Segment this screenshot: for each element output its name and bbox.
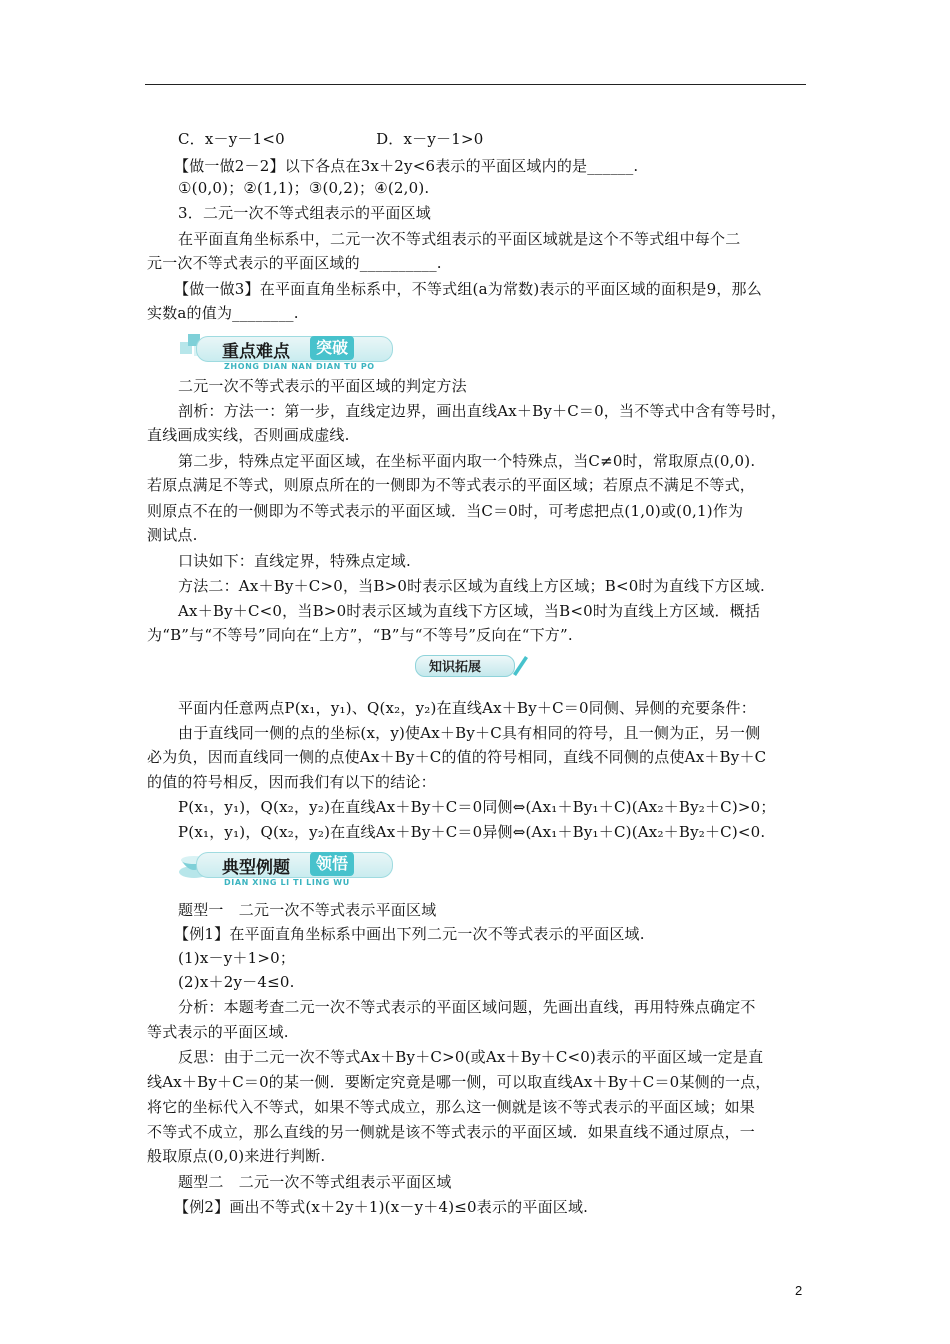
text-line: 元一次不等式表示的平面区域的__________.	[147, 254, 442, 272]
text-line: 般取原点(0,0)来进行判断.	[147, 1147, 326, 1165]
text-line: 直线画成实线，否则画成虚线.	[147, 426, 350, 444]
text-line: 3．二元一次不等式组表示的平面区域	[178, 204, 431, 222]
banner-title: 典型例题	[222, 858, 290, 878]
text-line: 在平面直角坐标系中，二元一次不等式组表示的平面区域就是这个不等式组中每个二	[178, 230, 741, 248]
text-line: P(x₁，y₁)，Q(x₂，y₂)在直线Ax＋By＋C＝0异侧⇔(Ax₁＋By₁＋C)(Ax₂＋By₂＋C)<0.	[178, 823, 766, 841]
text-line: 测试点.	[147, 526, 198, 544]
page-number: 2	[795, 1283, 803, 1298]
text-line: 方法二：Ax＋By＋C>0，当B>0时表示区域为直线上方区域；B<0时为直线下方区域.	[178, 577, 766, 595]
text-line: 【例1】在平面直角坐标系中画出下列二元一次不等式表示的平面区域.	[174, 925, 645, 943]
text-line: 若原点满足不等式，则原点所在的一侧即为不等式表示的平面区域；若原点不满足不等式，	[147, 476, 756, 494]
text-line: 题型一 二元一次不等式表示平面区域	[178, 901, 437, 919]
text-line: ①(0,0)；②(1,1)；③(0,2)；④(2,0).	[178, 179, 430, 197]
text-line: 口诀如下：直线定界，特殊点定域.	[178, 552, 411, 570]
text-line: 实数a的值为________.	[147, 304, 299, 322]
text-line: 【做一做2－2】以下各点在3x＋2y<6表示的平面区域内的是______.	[174, 157, 639, 175]
text-line: Ax＋By＋C<0，当B>0时表示区域为直线下方区域，当B<0时为直线上方区域．概括	[178, 602, 761, 620]
text-line: 由于直线同一侧的点的坐标(x，y)使Ax＋By＋C具有相同的符号，且一侧为正，另一侧	[178, 724, 761, 742]
text-line: 反思：由于二元一次不等式Ax＋By＋C>0(或Ax＋By＋C<0)表示的平面区域一定是直	[178, 1048, 764, 1066]
text-line: 分析：本题考查二元一次不等式表示的平面区域问题，先画出直线，再用特殊点确定不	[178, 998, 756, 1016]
text-line: 则原点不在的一侧即为不等式表示的平面区域．当C＝0时，可考虑把点(1,0)或(0,1)作为	[147, 502, 744, 520]
text-line: 题型二 二元一次不等式组表示平面区域	[178, 1173, 452, 1191]
text-line: 平面内任意两点P(x₁，y₁)、Q(x₂，y₂)在直线Ax＋By＋C＝0同侧、异侧的充要条件：	[178, 699, 756, 717]
text-line: C．x－y－1<0 D．x－y－1>0	[178, 130, 484, 148]
section-banner-examples	[176, 846, 396, 886]
pen-icon	[509, 652, 531, 678]
knowledge-extension-banner	[415, 652, 535, 680]
banner-tag: 领悟	[310, 852, 354, 876]
text-line: 【做一做3】在平面直角坐标系中，不等式组(a为常数)表示的平面区域的面积是9，那么	[174, 280, 762, 298]
text-line: 为“B”与“不等号”同向在“上方”，“B”与“不等号”反向在“下方”.	[147, 626, 573, 644]
banner-pinyin: ZHONG DIAN NAN DIAN TU PO	[224, 362, 375, 371]
text-line: 第二步，特殊点定平面区域，在坐标平面内取一个特殊点，当C≠0时，常取原点(0,0).	[178, 452, 756, 470]
banner-pinyin: DIAN XING LI TI LING WU	[224, 878, 350, 887]
text-line: 【例2】画出不等式(x＋2y＋1)(x－y＋4)≤0表示的平面区域.	[174, 1198, 589, 1216]
section-banner-key-points	[176, 330, 396, 370]
text-line: 二元一次不等式表示的平面区域的判定方法	[178, 377, 467, 395]
text-line: 不等式不成立，那么直线的另一侧就是该不等式表示的平面区域．如果直线不通过原点，一	[147, 1123, 756, 1141]
text-line: 将它的坐标代入不等式，如果不等式成立，那么这一侧就是该不等式表示的平面区域；如果	[147, 1098, 756, 1116]
header-rule	[145, 84, 806, 85]
banner-title: 重点难点	[222, 342, 290, 362]
text-line: 等式表示的平面区域.	[147, 1023, 289, 1041]
text-line: P(x₁，y₁)，Q(x₂，y₂)在直线Ax＋By＋C＝0同侧⇔(Ax₁＋By₁＋C)(Ax₂＋By₂＋C)>0；	[178, 798, 776, 816]
text-line: 必为负，因而直线同一侧的点使Ax＋By＋C的值的符号相同，直线不同侧的点使Ax＋By＋C	[147, 748, 767, 766]
banner-title: 知识拓展	[429, 660, 482, 675]
text-line: (1)x－y＋1>0；	[178, 949, 296, 967]
text-line: 剖析：方法一：第一步，直线定边界，画出直线Ax＋By＋C＝0，当不等式中含有等号时，	[178, 402, 787, 420]
banner-tag: 突破	[310, 336, 354, 360]
text-line: 的值的符号相反，因而我们有以下的结论：	[147, 773, 436, 791]
text-line: (2)x＋2y－4≤0.	[178, 973, 295, 991]
text-line: 线Ax＋By＋C＝0的某一侧．要断定究竟是哪一侧，可以取直线Ax＋By＋C＝0某侧的一点，	[147, 1073, 771, 1091]
